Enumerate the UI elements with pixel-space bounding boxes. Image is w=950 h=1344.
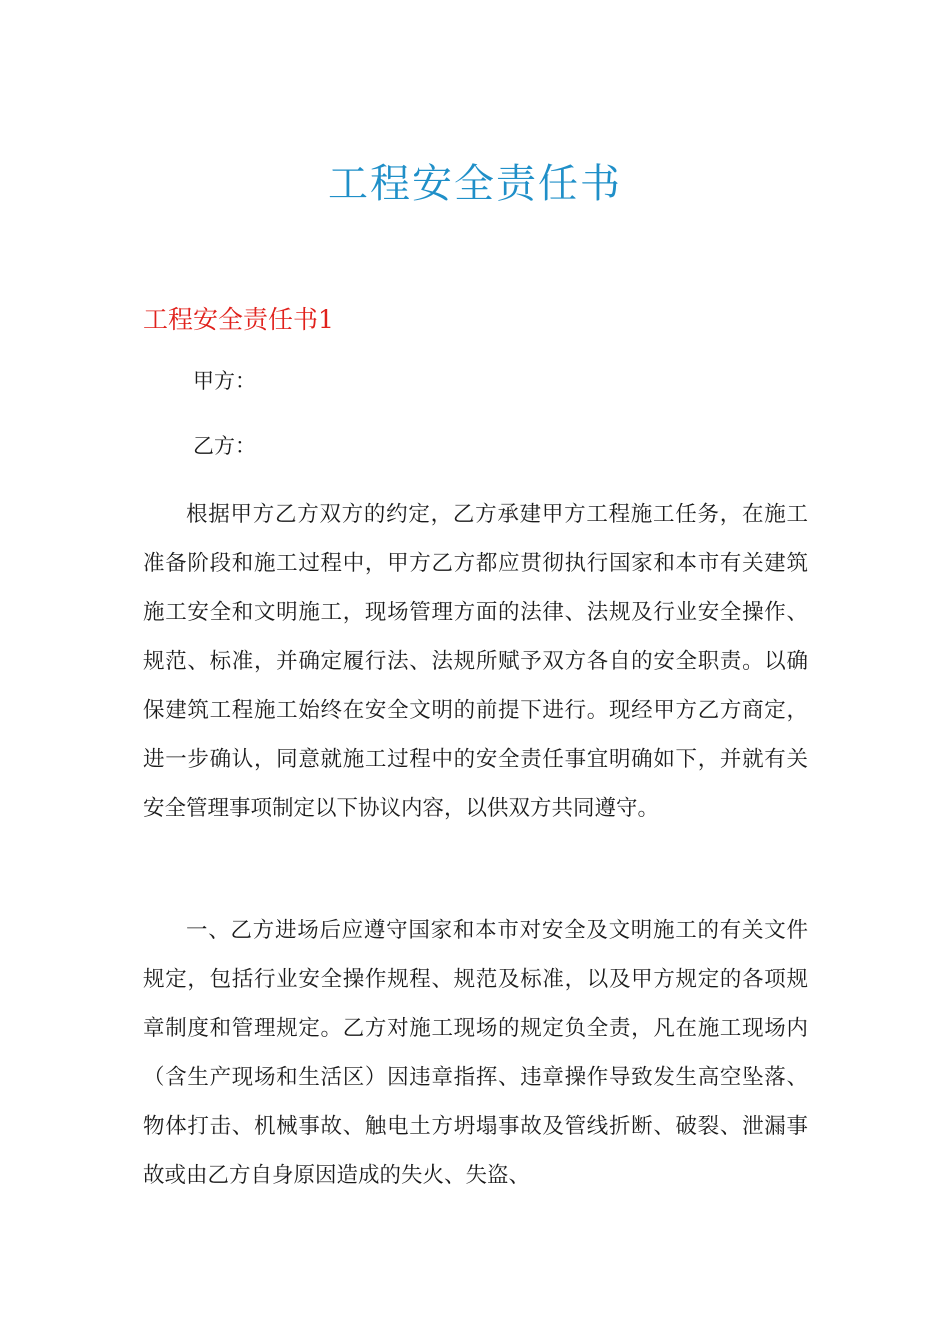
- party-a-label: 甲方：: [193, 369, 256, 393]
- party-b-label: 乙方：: [193, 434, 256, 458]
- section-heading: 工程安全责任书1: [143, 305, 334, 334]
- body-paragraph-intro: 根据甲方乙方双方的约定，乙方承建甲方工程施工任务，在施工准备阶段和施工过程中，甲方乙方都应贯彻执行国家和本市有关建筑施工安全和文明施工，现场管理方面的法律、法规及行业安全操作、规范、标准，并确定履行法、法规所赋予双方各自的安全职责。以确保建筑工程施工始终在安全文明的前提下进行。现经甲方乙方商定，进一步确认，同意就施工过程中的安全责任事宜明确如下，并就有关安全管理事项制定以下协议内容，以供双方共同遵守。: [143, 502, 808, 821]
- document-title: 工程安全责任书: [328, 161, 622, 207]
- body-paragraph-clause-1: 一、乙方进场后应遵守国家和本市对安全及文明施工的有关文件规定，包括行业安全操作规程、规范及标准，以及甲方规定的各项规章制度和管理规定。乙方对施工现场的规定负全责，凡在施工现场内（含生产现场和生活区）因违章指挥、违章操作导致发生高空坠落、物体打击、机械事故、触电土方坍塌事故及管线折断、破裂、泄漏事故或由乙方自身原因造成的失火、失盗、: [143, 918, 808, 1188]
